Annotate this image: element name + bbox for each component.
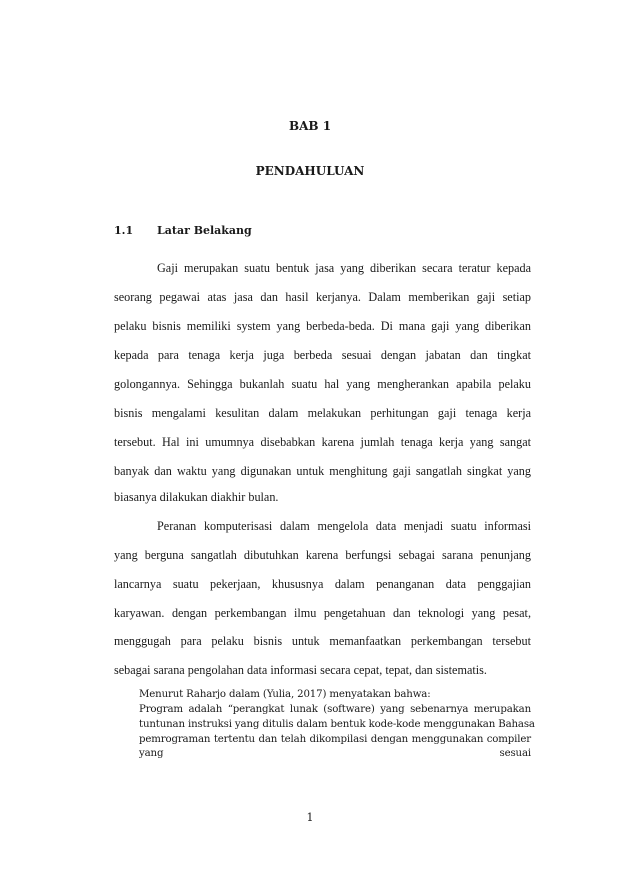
paragraph-line: lancarnya suatu pekerjaan, khususnya dalam penanganan data penggajian bbox=[114, 577, 531, 591]
paragraph-line: karyawan. dengan perkembangan ilmu pengetahuan dan teknologi yang pesat, bbox=[114, 606, 531, 620]
quote-intro: Menurut Raharjo dalam (Yulia, 2017) menyatakan bahwa: bbox=[139, 689, 431, 700]
quote-line: Program adalah “perangkat lunak (software) yang sebenarnya merupakan bbox=[139, 704, 531, 715]
paragraph-line: Peranan komputerisasi dalam mengelola data menjadi suatu informasi bbox=[157, 519, 531, 533]
paragraph-line: tersebut. Hal ini umumnya disebabkan karena jumlah tenaga kerja yang sangat bbox=[114, 435, 531, 449]
paragraph-line: bisnis mengalami kesulitan dalam melakukan perhitungan gaji tenaga kerja bbox=[114, 406, 531, 420]
paragraph-line: sebagai sarana pengolahan data informasi secara cepat, tepat, dan sistematis. bbox=[114, 663, 487, 677]
section-number: 1.1 bbox=[114, 224, 134, 237]
chapter-number: BAB 1 bbox=[288, 119, 332, 133]
paragraph-line: seorang pegawai atas jasa dan hasil kerjanya. Dalam memberikan gaji setiap bbox=[114, 290, 531, 304]
paragraph-line: banyak dan waktu yang digunakan untuk menghitung gaji sangatlah singkat yang bbox=[114, 464, 531, 478]
chapter-title: PENDAHULUAN bbox=[255, 164, 365, 178]
paragraph-line: yang berguna sangatlah dibutuhkan karena berfungsi sebagai sarana penunjang bbox=[114, 548, 531, 562]
paragraph-line: Gaji merupakan suatu bentuk jasa yang diberikan secara teratur kepada bbox=[157, 261, 531, 275]
page-number: 1 bbox=[306, 811, 314, 824]
paragraph-line: golongannya. Sehingga bukanlah suatu hal yang mengherankan apabila pelaku bbox=[114, 377, 531, 391]
paragraph-line: menggugah para pelaku bisnis untuk memanfaatkan perkembangan tersebut bbox=[114, 634, 531, 648]
paragraph-line: biasanya dilakukan diakhir bulan. bbox=[114, 490, 279, 504]
paragraph-line: pelaku bisnis memiliki system yang berbeda-beda. Di mana gaji yang diberikan bbox=[114, 319, 531, 333]
quote-line: yang sesuai bbox=[139, 748, 531, 759]
quote-line: tuntunan instruksi yang ditulis dalam bentuk kode-kode menggunakan Bahasa bbox=[139, 719, 535, 730]
paragraph-line: kepada para tenaga kerja juga berbeda sesuai dengan jabatan dan tingkat bbox=[114, 348, 531, 362]
quote-line: pemrograman tertentu dan telah dikompilasi dengan menggunakan compiler bbox=[139, 734, 531, 745]
section-title: Latar Belakang bbox=[157, 224, 252, 237]
